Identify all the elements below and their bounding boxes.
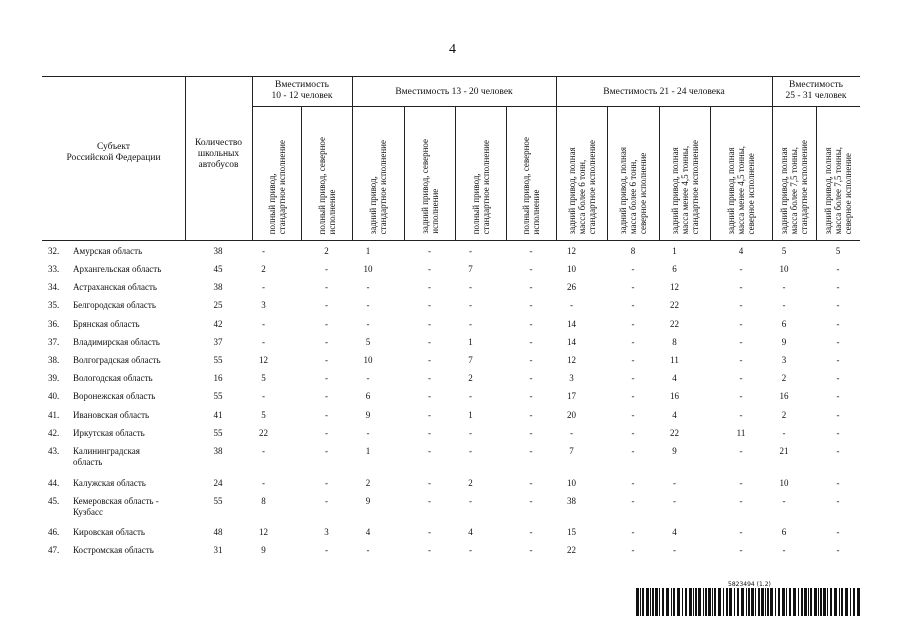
row-value: - [469, 545, 472, 555]
barcode-image [636, 588, 862, 616]
subcolumn-header: полный привод, стандартное исполнение [266, 139, 287, 234]
row-value: 9 [365, 410, 371, 420]
subcolumn-header: задний привод, полная масса более 7,5 тонны, стандартное исполнение [779, 139, 809, 234]
row-value: - [836, 410, 840, 420]
row-bus-count: 24 [213, 478, 223, 488]
row-value: 10 [363, 355, 373, 365]
row-number: 43. [48, 446, 60, 456]
row-value: - [428, 391, 431, 401]
row-bus-count: 38 [213, 446, 223, 456]
row-value: 22 [670, 319, 679, 329]
row-value: - [631, 446, 635, 456]
row-value: 9 [365, 496, 371, 506]
row-value: - [325, 545, 328, 555]
row-value: 1 [365, 246, 371, 256]
row-value: - [366, 428, 370, 438]
row-value: - [673, 478, 676, 488]
row-value: - [782, 496, 786, 506]
row-value: 14 [567, 319, 576, 329]
group-header: Вместимость 10 - 12 человек [271, 80, 333, 101]
subcolumn-header: задний привод, полная масса более 6 тонн, стандартное исполнение [566, 139, 597, 234]
row-region-name: Брянская область [73, 319, 140, 329]
row-value: 14 [567, 337, 576, 347]
row-region-name: Костромская область [73, 545, 154, 555]
row-value: - [469, 391, 472, 401]
row-value: - [428, 545, 431, 555]
row-value: 3 [781, 355, 787, 365]
row-number: 45. [48, 496, 60, 506]
row-region-name: Амурская область [73, 246, 143, 256]
row-value: - [262, 282, 265, 292]
row-number: 46. [48, 527, 60, 537]
row-value: - [529, 373, 533, 383]
row-region-name: Иркутская область [73, 428, 145, 438]
row-value: 2 [468, 478, 473, 488]
row-value: - [631, 478, 635, 488]
row-value: 2 [261, 264, 266, 274]
row-value: - [529, 478, 533, 488]
row-value: 3 [569, 373, 574, 383]
row-value: 4 [672, 527, 677, 537]
row-value: 6 [781, 319, 787, 329]
row-value: - [836, 496, 840, 506]
row-value: - [529, 319, 533, 329]
row-value: - [631, 355, 635, 365]
row-value: 1 [672, 246, 677, 256]
row-value: - [428, 300, 431, 310]
row-value: - [782, 282, 786, 292]
row-value: 2 [324, 246, 329, 256]
row-value: - [469, 319, 472, 329]
row-value: - [739, 337, 743, 347]
row-value: - [782, 545, 786, 555]
row-bus-count: 25 [213, 300, 223, 310]
row-value: - [836, 337, 840, 347]
row-value: 22 [259, 428, 268, 438]
row-value: - [836, 446, 840, 456]
row-value: - [739, 282, 743, 292]
row-value: 3 [324, 527, 329, 537]
row-region-name: Кировская область [73, 527, 146, 537]
subcolumn-header: задний привод, полная масса менее 4,5 тонны, северное исполнение [726, 145, 756, 234]
row-value: - [529, 264, 533, 274]
row-value: - [262, 337, 265, 347]
row-bus-count: 55 [213, 496, 223, 506]
row-value: - [739, 545, 743, 555]
row-value: 12 [259, 527, 268, 537]
row-value: - [428, 355, 431, 365]
row-bus-count: 38 [213, 282, 223, 292]
row-value: - [739, 527, 743, 537]
row-value: 1 [468, 410, 473, 420]
row-value: - [529, 282, 533, 292]
row-number: 42. [48, 428, 60, 438]
row-value: - [428, 428, 431, 438]
row-bus-count: 48 [213, 527, 223, 537]
row-value: 8 [261, 496, 266, 506]
count-header: Количество школьных автобусов [194, 138, 243, 170]
row-value: - [366, 545, 370, 555]
row-value: - [739, 300, 743, 310]
row-value: - [836, 319, 840, 329]
row-value: - [529, 300, 533, 310]
row-value: 1 [365, 446, 371, 456]
row-value: - [529, 496, 533, 506]
row-bus-count: 16 [213, 373, 223, 383]
row-value: 10 [363, 264, 373, 274]
row-value: - [325, 300, 328, 310]
row-value: - [325, 319, 328, 329]
row-number: 33. [48, 264, 60, 274]
row-value: - [836, 300, 840, 310]
row-value: - [739, 355, 743, 365]
row-value: - [469, 446, 472, 456]
row-region-name: Белгородская область [73, 300, 156, 310]
row-value: - [631, 428, 635, 438]
row-value: 2 [365, 478, 371, 488]
row-value: - [739, 391, 743, 401]
row-number: 32. [48, 246, 60, 256]
row-value: 20 [567, 410, 576, 420]
row-value: 7 [468, 355, 473, 365]
subcolumn-header: задний привод, полная масса более 7,5 тонны, северное исполнение [823, 146, 853, 234]
row-value: 12 [259, 355, 268, 365]
row-value: - [529, 446, 533, 456]
row-value: 8 [630, 246, 636, 256]
row-value: - [836, 264, 840, 274]
row-value: - [428, 410, 431, 420]
row-value: 17 [567, 391, 576, 401]
row-value: 10 [567, 478, 576, 488]
row-value: 5 [261, 373, 266, 383]
row-bus-count: 41 [213, 410, 223, 420]
row-value: - [366, 300, 370, 310]
row-number: 47. [48, 545, 60, 555]
row-value: - [529, 428, 533, 438]
row-value: - [739, 478, 743, 488]
row-value: - [428, 496, 431, 506]
row-value: - [262, 246, 265, 256]
row-region-name: Калужская область [73, 478, 146, 488]
row-value: 9 [781, 337, 787, 347]
row-region-name: Воронежская область [73, 391, 156, 401]
row-number: 35. [48, 300, 60, 310]
row-value: 4 [672, 373, 677, 383]
row-value: - [469, 300, 472, 310]
row-value: - [739, 410, 743, 420]
row-value: - [570, 300, 573, 310]
row-value: 1 [468, 337, 473, 347]
row-value: - [673, 496, 676, 506]
row-value: 12 [567, 246, 576, 256]
row-value: - [739, 496, 743, 506]
row-value: 21 [779, 446, 789, 456]
row-value: 2 [781, 373, 787, 383]
subcolumn-header: задний привод, полная масса более 6 тонн, северное исполнение [618, 146, 648, 234]
row-value: - [631, 496, 635, 506]
row-value: 8 [672, 337, 677, 347]
row-value: - [262, 478, 265, 488]
subcolumn-header: задний привод, стандартное исполнение [368, 139, 388, 234]
row-value: - [529, 410, 533, 420]
row-value: 4 [365, 527, 371, 537]
row-value: 9 [672, 446, 677, 456]
row-value: 4 [738, 246, 744, 256]
row-value: - [325, 355, 328, 365]
row-bus-count: 31 [213, 545, 223, 555]
row-value: - [631, 264, 635, 274]
row-value: - [529, 337, 533, 347]
row-value: - [631, 300, 635, 310]
row-value: 2 [468, 373, 473, 383]
row-value: 10 [567, 264, 576, 274]
row-value: 4 [672, 410, 677, 420]
row-value: 16 [779, 391, 789, 401]
row-value: - [739, 319, 743, 329]
row-bus-count: 42 [213, 319, 223, 329]
row-value: - [428, 319, 431, 329]
row-value: - [469, 246, 472, 256]
row-value: - [366, 319, 370, 329]
row-value: 6 [781, 527, 787, 537]
row-bus-count: 38 [213, 246, 223, 256]
row-region-name: Вологодская область [73, 373, 153, 383]
row-value: - [739, 373, 743, 383]
row-value: - [836, 373, 840, 383]
row-bus-count: 55 [213, 355, 223, 365]
row-value: - [836, 391, 840, 401]
row-value: - [836, 545, 840, 555]
row-value: - [529, 527, 533, 537]
row-value: 6 [672, 264, 677, 274]
row-value: 38 [567, 496, 576, 506]
row-value: - [631, 410, 635, 420]
row-value: - [836, 355, 840, 365]
row-value: 22 [567, 545, 576, 555]
row-value: 5 [365, 337, 371, 347]
row-value: - [325, 478, 328, 488]
subcolumn-header: полный привод, стандартное исполнение [470, 139, 491, 234]
row-value: 9 [261, 545, 266, 555]
row-value: 10 [779, 478, 789, 488]
subcolumn-header: полный привод, северное исполнение [316, 136, 337, 234]
row-value: - [325, 410, 328, 420]
row-region-name: Архангельская область [73, 264, 162, 274]
row-value: - [631, 337, 635, 347]
row-value: 26 [567, 282, 576, 292]
row-value: - [262, 391, 265, 401]
row-value: 5 [781, 246, 787, 256]
row-value: 5 [261, 410, 266, 420]
group-header: Вместимость 13 - 20 человек [395, 87, 513, 97]
row-value: - [836, 428, 840, 438]
row-region-name: Кемеровская область - Кузбасс [73, 496, 159, 517]
subcolumn-header: задний привод, полная масса менее 4,5 тонны, стандартное исполнение [669, 139, 700, 234]
row-bus-count: 55 [213, 428, 223, 438]
row-value: - [739, 264, 743, 274]
row-value: 22 [670, 428, 679, 438]
row-value: - [469, 282, 472, 292]
row-value: 7 [468, 264, 473, 274]
row-value: - [529, 545, 533, 555]
header-bottom-rule [42, 240, 860, 241]
group-header: Вместимость 25 - 31 человек [785, 80, 847, 101]
row-bus-count: 55 [213, 391, 223, 401]
row-value: - [428, 246, 431, 256]
row-value: 4 [468, 527, 473, 537]
row-value: - [428, 282, 431, 292]
row-value: 6 [365, 391, 371, 401]
row-value: - [469, 496, 472, 506]
row-value: - [428, 373, 431, 383]
row-value: - [366, 282, 370, 292]
row-value: - [325, 264, 328, 274]
row-value: - [262, 319, 265, 329]
row-value: - [325, 391, 328, 401]
page-number: 4 [449, 42, 456, 57]
row-region-name: Калининградская область [73, 446, 140, 467]
row-value: - [428, 264, 431, 274]
row-value: - [631, 545, 635, 555]
row-value: - [631, 527, 635, 537]
group-header: Вместимость 21 - 24 человека [603, 87, 725, 97]
row-value: - [836, 478, 840, 488]
row-bus-count: 45 [213, 264, 223, 274]
row-value: 3 [261, 300, 266, 310]
row-value: - [428, 337, 431, 347]
row-value: 16 [670, 391, 679, 401]
row-value: - [570, 428, 573, 438]
row-region-name: Астраханская область [73, 282, 157, 292]
row-region-name: Волгоградская область [73, 355, 161, 365]
row-value: 15 [567, 527, 576, 537]
subject-header: Субъект Российской Федерации [66, 142, 161, 163]
row-number: 37. [48, 337, 60, 347]
row-value: - [631, 373, 635, 383]
row-value: - [428, 446, 431, 456]
row-value: - [631, 391, 635, 401]
row-value: - [366, 373, 370, 383]
row-value: - [673, 545, 676, 555]
row-value: 12 [567, 355, 576, 365]
row-value: 12 [670, 282, 679, 292]
row-value: 11 [670, 355, 679, 365]
subcolumn-header: задний привод, северное исполнение [419, 139, 440, 234]
row-number: 44. [48, 478, 60, 488]
row-value: - [529, 391, 533, 401]
header-top-rule [42, 76, 860, 77]
row-value: 22 [670, 300, 679, 310]
row-bus-count: 37 [213, 337, 223, 347]
row-value: - [782, 428, 786, 438]
row-region-name: Владимирская область [73, 337, 160, 347]
row-value: - [325, 337, 328, 347]
row-region-name: Ивановская область [73, 410, 150, 420]
row-value: - [325, 496, 328, 506]
row-number: 34. [48, 282, 60, 292]
row-number: 36. [48, 319, 60, 329]
row-number: 39. [48, 373, 60, 383]
row-value: - [631, 282, 635, 292]
row-number: 40. [48, 391, 60, 401]
row-value: - [529, 355, 533, 365]
subcolumn-header: полный привод, северное исполнение [521, 136, 541, 234]
row-number: 38. [48, 355, 60, 365]
row-value: - [836, 527, 840, 537]
row-value: 2 [781, 410, 787, 420]
row-value: 7 [569, 446, 574, 456]
row-value: - [428, 478, 431, 488]
row-value: 10 [779, 264, 789, 274]
row-value: 11 [736, 428, 746, 438]
row-value: - [631, 319, 635, 329]
row-number: 41. [48, 410, 60, 420]
row-value: - [325, 446, 328, 456]
row-value: - [325, 428, 328, 438]
row-value: - [469, 428, 472, 438]
row-value: - [782, 300, 786, 310]
row-value: - [325, 282, 328, 292]
row-value: - [262, 446, 265, 456]
row-value: - [529, 246, 533, 256]
row-value: 5 [835, 246, 841, 256]
row-value: - [428, 527, 431, 537]
barcode-label: 5823494 (1.2) [728, 581, 771, 588]
row-value: - [325, 373, 328, 383]
row-value: - [739, 446, 743, 456]
row-value: - [836, 282, 840, 292]
